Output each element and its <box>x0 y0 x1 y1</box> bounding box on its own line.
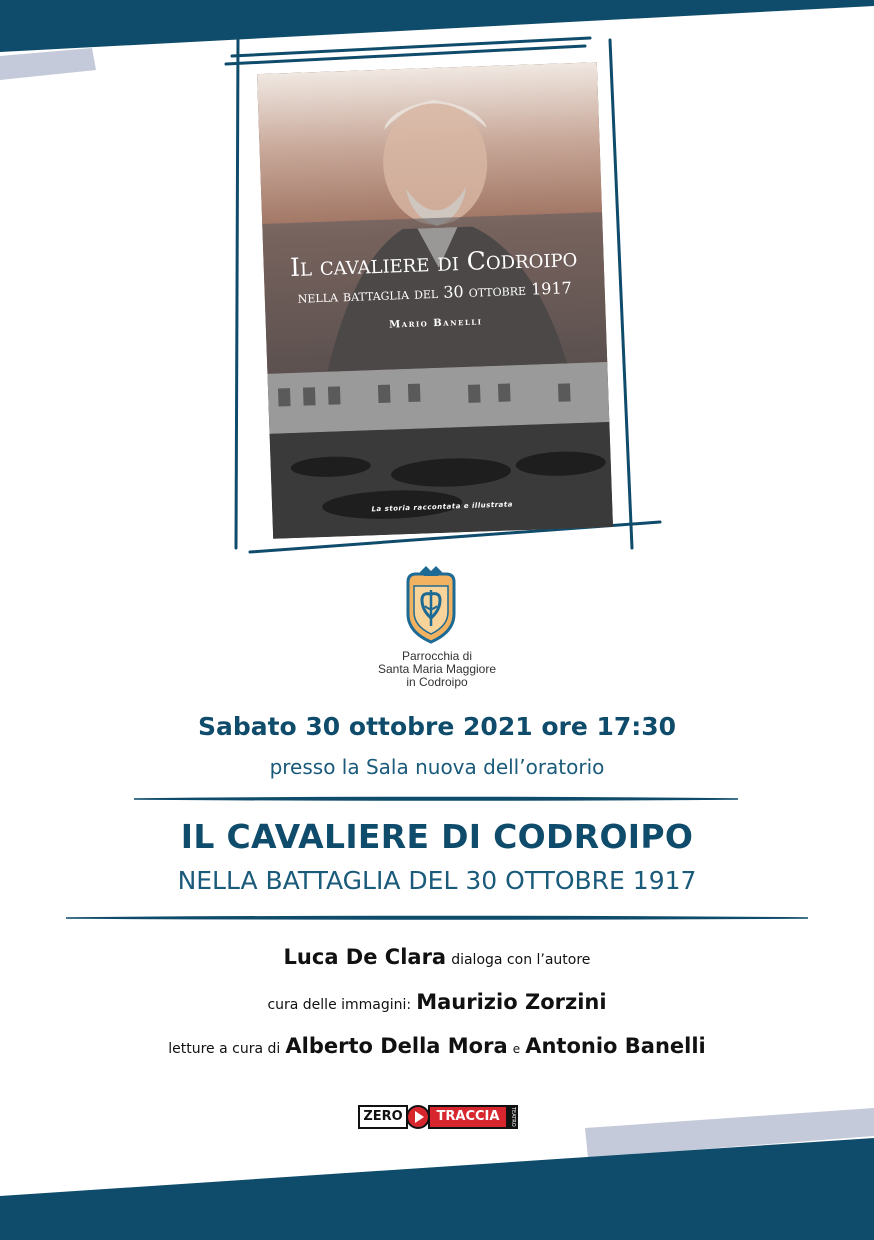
event-date: Sabato 30 ottobre 2021 ore 17:30 <box>197 712 677 741</box>
divider-bottom <box>62 915 812 921</box>
play-icon <box>406 1105 430 1129</box>
cover-author: Mario Banelli <box>388 316 483 331</box>
parish-crest-icon <box>398 566 464 646</box>
parish-name-line3: in Codroipo <box>406 675 468 689</box>
reader-2: Antonio Banelli <box>525 1034 706 1058</box>
readings-label: letture a cura di <box>168 1041 281 1057</box>
credits-host <box>0 945 874 969</box>
event-place: presso la Sala nuova dell’oratorio <box>269 755 605 779</box>
traccia-word: TRACCIA <box>428 1105 508 1129</box>
cover-footer: La storia raccontata e illustrata <box>371 500 514 514</box>
teatro-word: TEATRO <box>508 1105 518 1129</box>
zero-word: ZERO <box>358 1105 408 1129</box>
images-label: cura delle immagini: <box>267 997 412 1013</box>
zero-traccia-logo <box>358 1105 518 1129</box>
parish-name-line2: Santa Maria Maggiore <box>377 662 497 676</box>
images-name: Maurizio Zorzini <box>416 990 607 1014</box>
book-cover-image <box>257 62 613 539</box>
divider-top <box>130 796 742 802</box>
cover-subtitle: nella battaglia del 30 ottobre 1917 <box>297 278 573 307</box>
credits-readings <box>0 1034 874 1058</box>
readers-conj: e <box>512 1042 521 1056</box>
host-name: Luca De Clara <box>283 945 447 969</box>
cover-title: Il cavaliere di Codroipo <box>289 243 578 283</box>
book-subtitle: NELLA BATTAGLIA DEL 30 OTTOBRE 1917 <box>177 866 697 895</box>
parish-name-line1: Parrocchia di <box>401 649 473 663</box>
host-text: dialoga con l’autore <box>451 952 591 968</box>
book-title: IL CAVALIERE DI CODROIPO <box>180 817 694 856</box>
reader-1: Alberto Della Mora <box>285 1034 508 1058</box>
credits-images <box>0 990 874 1014</box>
